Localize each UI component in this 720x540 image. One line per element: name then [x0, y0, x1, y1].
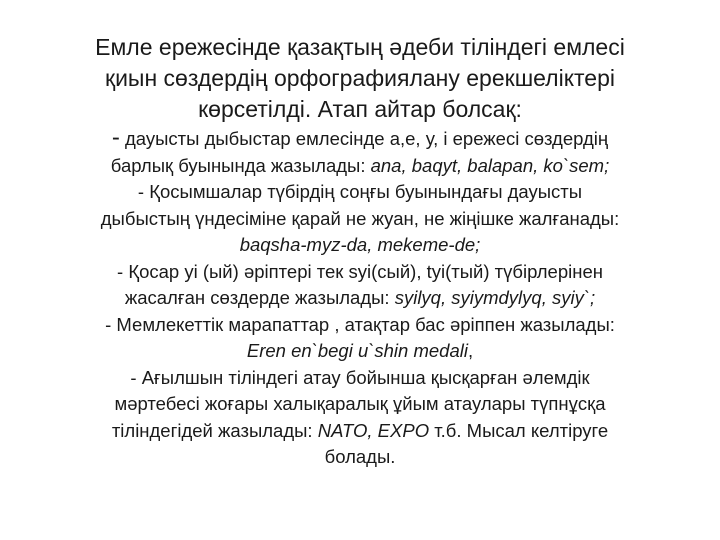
bullet-line: жасалған сөздерде жазылады:	[124, 287, 395, 308]
bullet-line: дыбыстың үндесіміне қарай не жуан, не жіңішке жалғанады:	[100, 207, 620, 229]
bullet-dash: -	[105, 313, 112, 335]
bullet-double-letter-rule	[40, 259, 680, 312]
bullet-line: дауысты дыбыстар емлесінде а,е, у, і ережесі сөздердің	[125, 128, 609, 149]
bullet-trailing: ,	[467, 340, 474, 361]
bullet-example: Eren en`begi u`shin medali	[246, 340, 468, 361]
intro-line-3: көрсетілді. Атап айтар болсақ:	[198, 96, 522, 122]
bullet-line: Мемлекеттік марапаттар , атақтар бас әріппен жазылады:	[116, 313, 615, 335]
bullet-suffix-rule	[40, 179, 680, 259]
bullet-line: Ағылшын тіліндегі атау бойынша қысқарған әлемдік	[141, 366, 590, 388]
bullet-capital-rule	[40, 312, 680, 365]
bullet-line: тіліндегідей жазылады:	[111, 419, 318, 441]
bullet-line: болады.	[324, 446, 396, 467]
bullet-example: NATO, EXPO	[317, 419, 430, 441]
bullet-line: Қосымшалар түбірдің соңғы буынындағы дауысты	[149, 181, 583, 202]
bullet-line: барлық буынында жазылады:	[110, 154, 371, 176]
bullet-line: мәртебесі жоғары халықаралық ұйым атаулары түпнұсқа	[114, 393, 606, 414]
bullet-vowel-rule	[40, 125, 680, 179]
intro-paragraph	[40, 32, 680, 125]
intro-line-1: Емле ережесінде қазақтың әдеби тіліндегі емлесі	[95, 34, 625, 60]
bullet-abbreviation-rule	[40, 365, 680, 471]
bullet-line: Қосар уі (ый) әріптері тек syі(сый), tyі(тый) түбірлерінен	[128, 260, 603, 282]
bullet-trailing: т.б. Мысал келтіруге	[429, 419, 609, 441]
bullet-example: baqsha-myz-da, mekeme-de;	[239, 234, 481, 255]
bullet-dash: -	[111, 124, 120, 151]
intro-line-2: қиын сөздердің орфографиялану ерекшеліктері	[105, 65, 615, 91]
bullet-dash: -	[130, 366, 137, 388]
bullet-dash: -	[117, 260, 124, 282]
bullet-example: syilyq, syiymdylyq, syiy`;	[394, 287, 596, 308]
bullet-example: ana, baqyt, balapan, ko`sem;	[370, 154, 610, 176]
bullet-dash: -	[137, 181, 145, 202]
